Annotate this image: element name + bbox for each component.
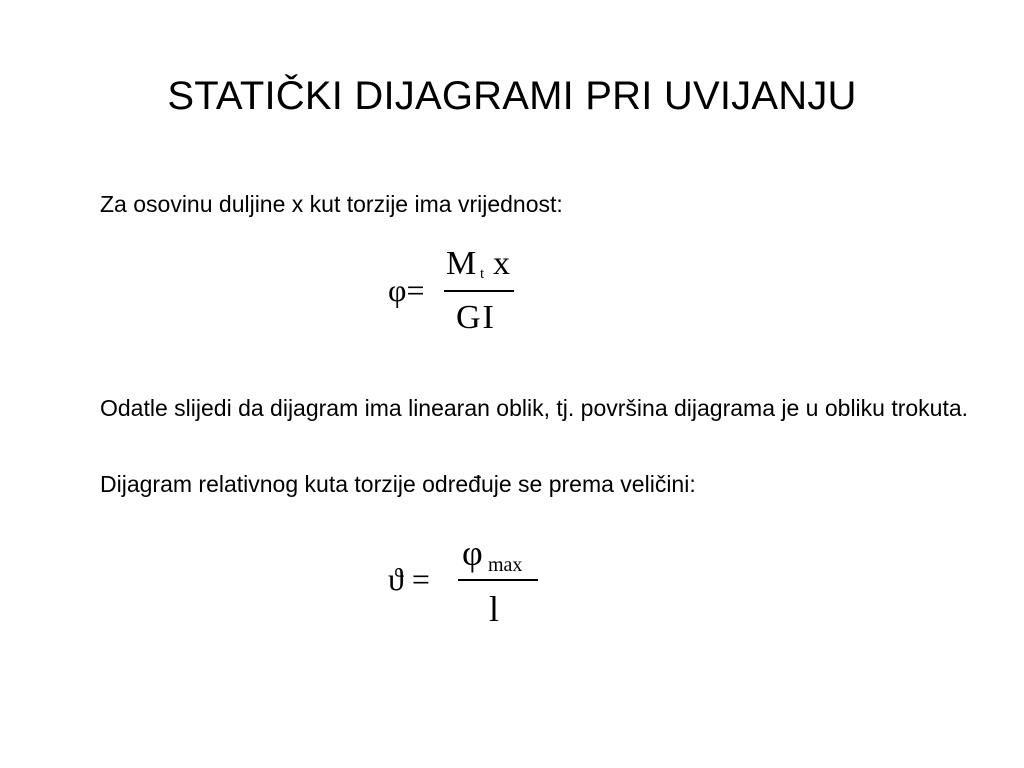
slide-title: STATIČKI DIJAGRAMI PRI UVIJANJU — [167, 74, 857, 118]
formula-denominator: l — [489, 589, 500, 629]
formula-numerator: M — [446, 245, 477, 282]
relative-angle-formula — [386, 533, 556, 633]
torsion-angle-formula — [388, 244, 528, 344]
formula-denominator: GI — [456, 299, 496, 336]
fraction-bar — [458, 579, 538, 581]
formula-numerator-variable: x — [493, 245, 510, 282]
formula-numerator-subscript: t — [480, 266, 485, 282]
relative-angle-paragraph: Dijagram relativnog kuta torzije određuje se prema veličini: — [100, 471, 696, 497]
intro-paragraph: Za osovinu duljine x kut torzije ima vrijednost: — [100, 191, 563, 217]
fraction-bar — [444, 290, 514, 292]
formula-numerator-subscript: max — [488, 554, 523, 576]
linear-paragraph: Odatle slijedi da dijagram ima linearan oblik, tj. površina dijagrama je u obliku trokuta. — [100, 395, 969, 421]
formula-lhs: ϑ = — [388, 561, 430, 597]
formula-numerator: φ — [462, 533, 483, 573]
formula-lhs: φ= — [388, 272, 425, 308]
